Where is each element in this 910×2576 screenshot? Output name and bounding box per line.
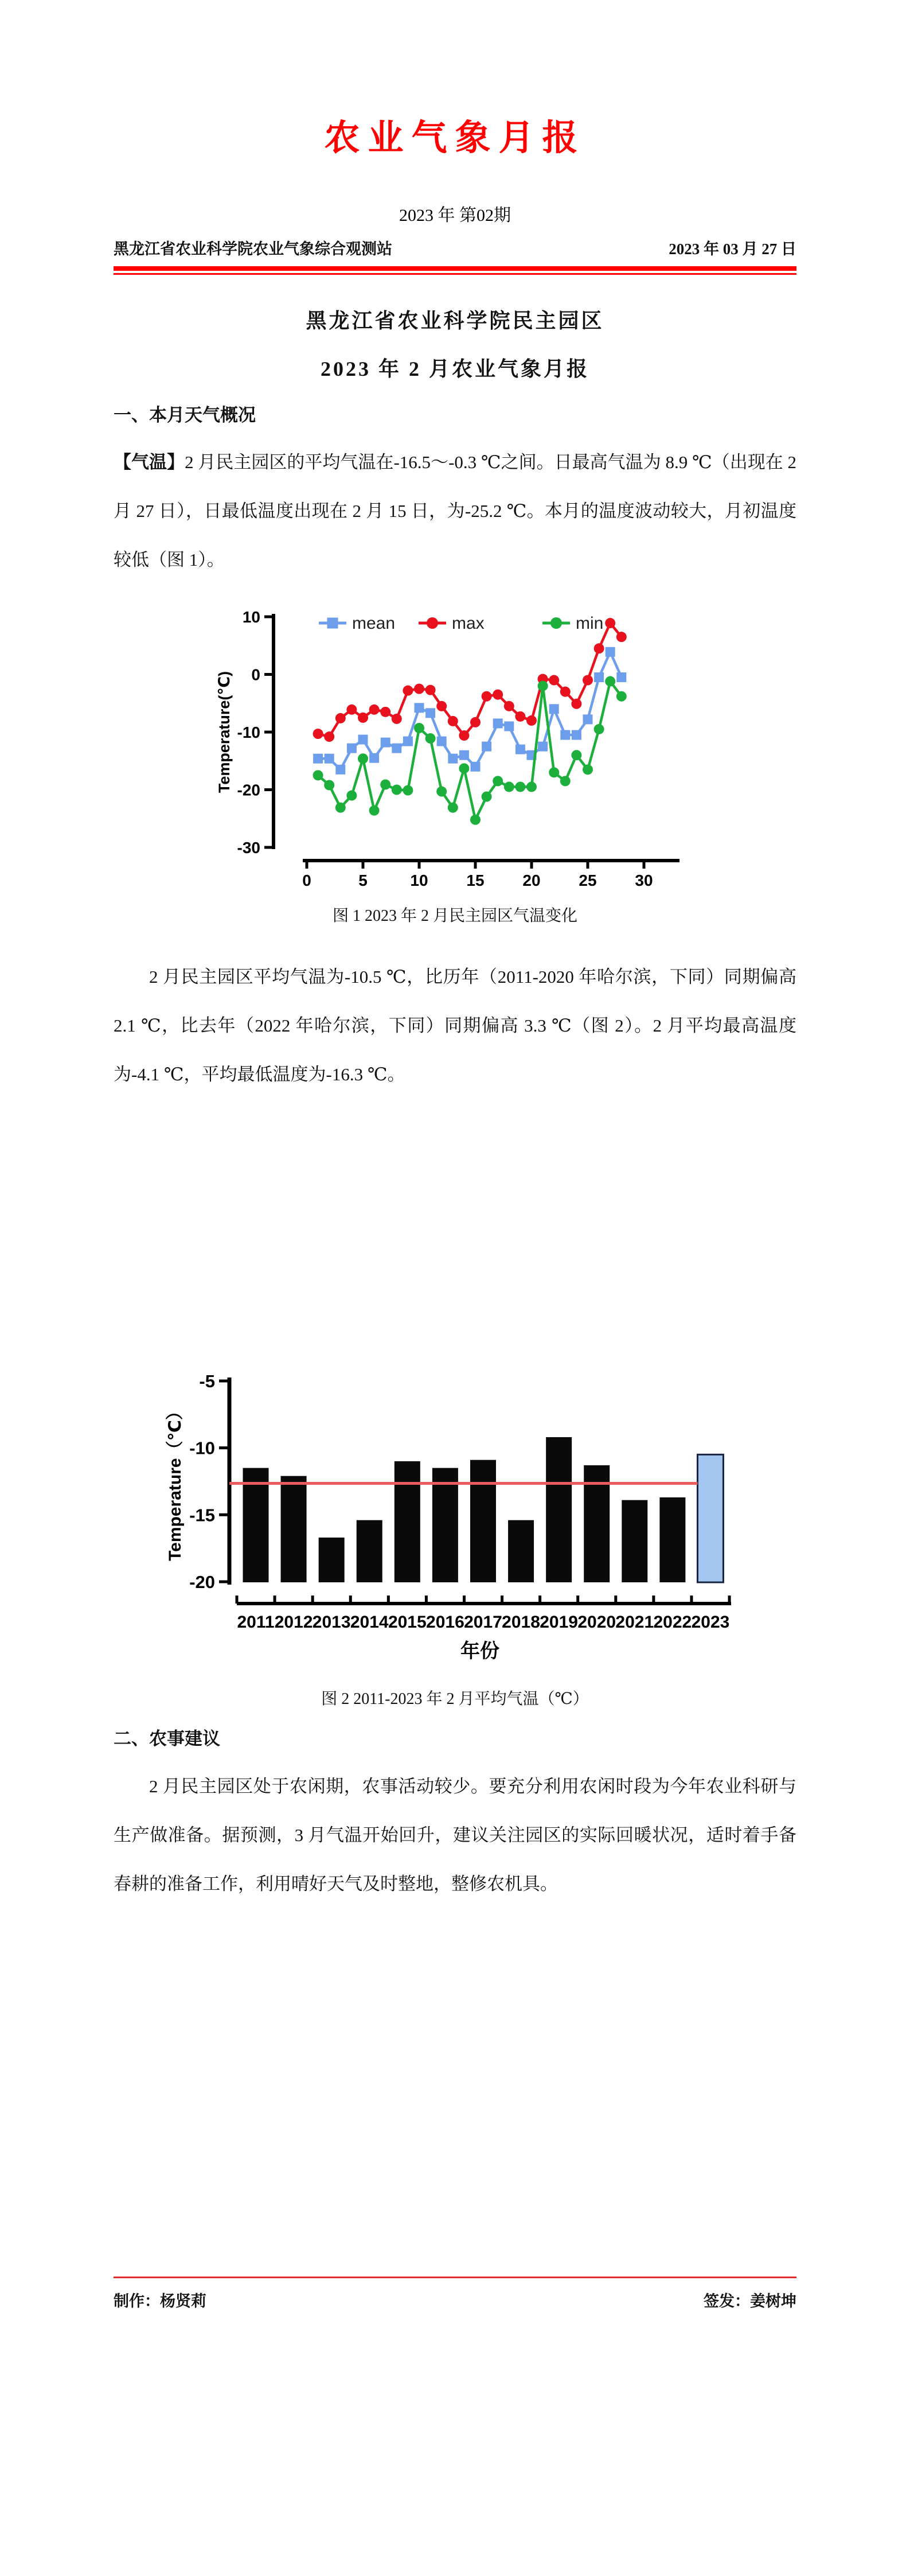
section-heading-weather: 一、本月天气概况	[114, 405, 256, 425]
svg-text:-20: -20	[237, 781, 260, 799]
org-name: 黑龙江省农业科学院农业气象综合观测站	[114, 240, 392, 258]
svg-text:-5: -5	[199, 1371, 215, 1391]
svg-text:10: 10	[410, 871, 428, 888]
svg-text:Temperature（℃）: Temperature（℃）	[166, 1403, 185, 1561]
footer-signer: 签发：姜树坤	[704, 2293, 796, 2310]
org-row	[114, 240, 796, 258]
paragraph-advice: 2 月民主园区处于农闲期，农事活动较少。要充分利用农闲时段为今年农业科研与生产做准备。据预测，3 月气温开始回升，建议关注园区的实际回暖状况，适时着手备春耕的准备工作，利用晴好天气及时整地，整修农机具。	[114, 1776, 796, 1894]
temperature-text: 2 月民主园区的平均气温在-16.5～-0.3 ℃之间。日最高气温为 8.9 ℃（出现在 2 月 27 日），日最低温度出现在 2 月 15 日，为-25.2 ℃。本月的温度波动较大，月初温度较低（图 1）。	[114, 452, 796, 570]
doc-title-line2: 2023 年 2 月农业气象月报	[320, 357, 589, 380]
svg-text:max: max	[452, 614, 485, 633]
svg-text:2019: 2019	[540, 1613, 579, 1632]
svg-text:0: 0	[251, 666, 260, 684]
svg-text:15: 15	[466, 871, 485, 888]
svg-text:2017: 2017	[464, 1613, 502, 1632]
svg-text:20: 20	[522, 871, 541, 888]
svg-text:-10: -10	[237, 723, 260, 741]
svg-text:2015: 2015	[388, 1613, 427, 1632]
svg-text:2023: 2023	[691, 1613, 730, 1632]
figure2-bar-chart	[163, 1351, 754, 1672]
svg-text:-15: -15	[189, 1505, 215, 1526]
svg-text:2020: 2020	[577, 1613, 616, 1632]
footer-rule	[114, 2277, 796, 2278]
svg-text:年份: 年份	[460, 1640, 499, 1662]
svg-text:-30: -30	[237, 839, 260, 857]
figure1-caption: 图 1 2023 年 2 月民主园区气温变化	[332, 907, 577, 925]
header-rule-thick	[114, 266, 796, 271]
figure2-caption: 图 2 2011-2023 年 2 月平均气温（℃）	[321, 1690, 589, 1708]
paragraph-comparison: 2 月民主园区平均气温为-10.5 ℃，比历年（2011-2020 年哈尔滨，下同）同期偏高 2.1 ℃，比去年（2022 年哈尔滨，下同）同期偏高 3.3 ℃（图 2）。2 月平均最高温度为-4.1 ℃，平均最低温度为-16.3 ℃。	[114, 967, 796, 1084]
report-title: 农业气象月报	[324, 119, 586, 158]
svg-text:2018: 2018	[502, 1613, 540, 1632]
svg-text:2012: 2012	[274, 1613, 313, 1632]
svg-text:30: 30	[635, 871, 653, 888]
svg-text:2013: 2013	[312, 1613, 351, 1632]
svg-text:min: min	[576, 614, 604, 633]
svg-text:mean: mean	[352, 614, 396, 633]
svg-text:0: 0	[302, 871, 311, 888]
figure1-line-chart	[212, 601, 682, 888]
header-rule-thin	[114, 273, 796, 275]
temperature-label: 【气温】	[114, 452, 185, 472]
svg-text:Temperature(℃): Temperature(℃)	[216, 671, 233, 793]
svg-text:-10: -10	[189, 1438, 215, 1458]
svg-text:2021: 2021	[615, 1613, 654, 1632]
paragraph-temperature	[114, 438, 796, 584]
svg-text:2022: 2022	[653, 1613, 692, 1632]
section-heading-advice: 二、农事建议	[114, 1729, 220, 1749]
svg-text:-20: -20	[189, 1571, 215, 1592]
svg-text:2011: 2011	[237, 1613, 275, 1632]
doc-title-line1: 黑龙江省农业科学院民主园区	[306, 309, 604, 332]
footer-row	[114, 2292, 796, 2310]
svg-text:2014: 2014	[350, 1613, 389, 1632]
svg-text:10: 10	[242, 608, 260, 626]
header-double-rule	[114, 266, 796, 275]
issue-line: 2023 年 第02期	[399, 206, 511, 225]
svg-text:5: 5	[358, 871, 368, 888]
footer-maker: 制作：杨贤莉	[114, 2293, 206, 2310]
svg-text:2016: 2016	[426, 1613, 464, 1632]
issue-date: 2023 年 03 月 27 日	[669, 240, 796, 258]
svg-text:25: 25	[579, 871, 597, 888]
